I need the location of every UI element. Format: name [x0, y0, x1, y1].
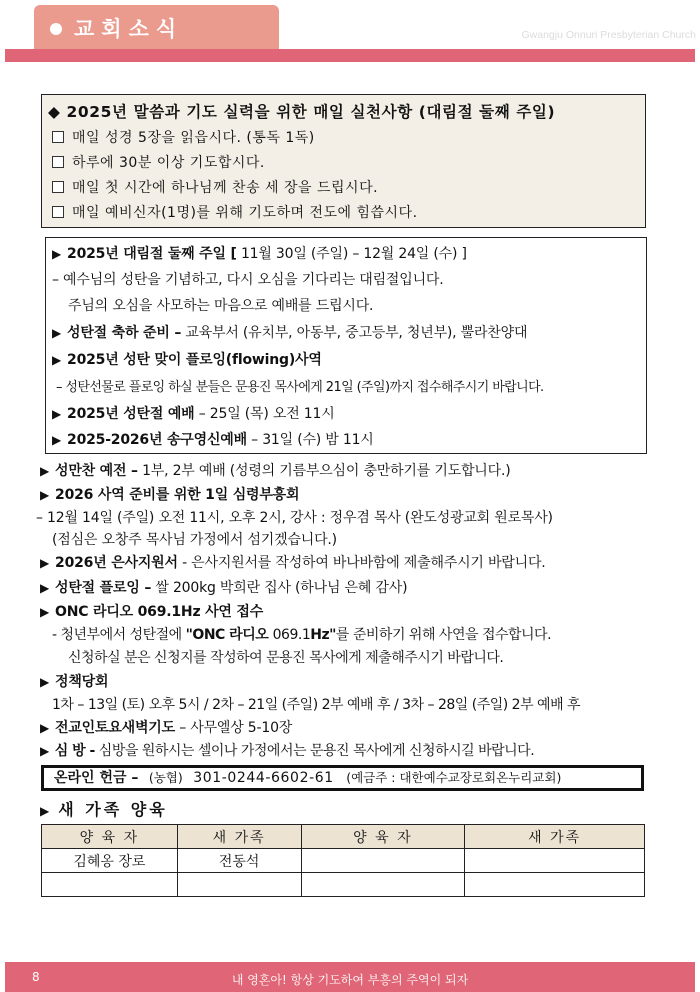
bullet-dot-icon: [50, 23, 62, 35]
table-cell: [301, 849, 465, 873]
table-cell: [465, 873, 645, 897]
practice-item: 매일 예비신자(1명)를 위해 기도하며 전도에 힘씁시다.: [48, 201, 645, 226]
newyear-service: ▶ 2025-2026년 송구영신예배 – 31일 (수) 밤 11시: [52, 432, 374, 448]
policy-meeting-title: ▶ 정책당회: [40, 674, 109, 690]
table-header-row: [42, 825, 645, 849]
flowing-desc: – 성탄선물로 플로잉 하실 분들은 문용진 목사에게 21일 (주일)까지 접수해주시기 바랍니다.: [56, 380, 544, 395]
flowing-title: ▶ 2025년 성탄 맞이 플로잉(flowing)사역: [52, 352, 322, 368]
offering-holder: (예금주 : 대한예수교장로회온누리교회): [346, 770, 562, 785]
policy-meeting-desc: 1차 – 13일 (토) 오후 5시 / 2차 – 21일 (주일) 2부 예배 후 / 3차 – 28일 (주일) 2부 예배 후: [52, 697, 581, 713]
offering-account: 301-0244-6602-61: [193, 770, 334, 786]
new-family-table: [41, 824, 645, 897]
radio-desc-1: - 청년부에서 성탄절에 "ONC 라디오 069.1Hz"를 준비하기 위해 사연을 접수합니다.: [52, 627, 552, 643]
triangle-bullet-icon: ▶: [40, 464, 50, 478]
header-bar: [5, 49, 695, 62]
section-header-tab: [34, 5, 279, 49]
advent-title: ▶ 2025년 대림절 둘째 주일 [ 11월 30일 (주일) – 12월 24일 (수) ]: [52, 246, 467, 262]
table-cell: 김혜옹 장로: [42, 849, 178, 873]
practice-item: 매일 첫 시간에 하나님께 찬송 세 장을 드립시다.: [48, 176, 645, 201]
radio-title: ▶ ONC 라디오 069.1Hz 사연 접수: [40, 604, 264, 620]
column-header: 양 육 자: [301, 825, 465, 849]
footer-bar: [5, 962, 695, 992]
radio-desc-2: 신청하실 분은 신청지를 작성하여 문용진 목사에게 제출해주시기 바랍니다.: [68, 650, 504, 666]
advent-desc-2: 주님의 오심을 사모하는 마음으로 예배를 드립시다.: [68, 298, 374, 314]
column-header: 새 가족: [177, 825, 301, 849]
checkbox-icon[interactable]: [52, 181, 64, 193]
communion-item: ▶ 성만찬 예전 – 1부, 2부 예배 (성령의 기름부으심이 충만하기를 기도합니다.): [40, 463, 511, 479]
christmas-service: ▶ 2025년 성탄절 예배 – 25일 (목) 오전 11시: [52, 406, 335, 422]
offering-bank: (농협): [148, 770, 183, 785]
practice-item: 하루에 30분 이상 기도합시다.: [48, 151, 645, 176]
table-cell: [465, 849, 645, 873]
column-header: 새 가족: [465, 825, 645, 849]
page-number: 8: [32, 970, 40, 984]
revival-desc-1: – 12월 14일 (주일) 오전 11시, 오후 2시, 강사 : 정우겸 목사 (완도성광교회 원로목사): [36, 510, 553, 526]
footer-motto: 내 영혼아! 항상 기도하여 부흥의 주역이 되자: [231, 973, 469, 987]
triangle-bullet-icon: ▶: [52, 433, 62, 447]
practice-item: 매일 성경 5장을 읽읍시다. (통독 1독): [48, 126, 645, 151]
triangle-bullet-icon: ▶: [52, 326, 62, 340]
triangle-bullet-icon: ▶: [40, 605, 50, 619]
triangle-bullet-icon: ▶: [52, 353, 62, 367]
online-offering-box: [41, 765, 644, 791]
triangle-bullet-icon: ▶: [40, 675, 50, 689]
daily-practice-box: [41, 94, 646, 228]
table-cell: [177, 873, 301, 897]
revival-desc-2: (점심은 오창주 목사님 가정에서 섬기겠습니다.): [52, 532, 337, 548]
table-row: [42, 873, 645, 897]
revival-title: ▶ 2026 사역 준비를 위한 1일 심령부흥회: [40, 487, 300, 503]
checkbox-icon[interactable]: [52, 206, 64, 218]
christmas-flowing: ▶ 성탄절 플로잉 – 쌀 200kg 박희란 집사 (하나님 은혜 감사): [40, 580, 408, 596]
table-row: [42, 849, 645, 873]
table-cell: 전동석: [177, 849, 301, 873]
offering-label: 온라인 헌금 –: [54, 770, 139, 786]
checkbox-icon[interactable]: [52, 156, 64, 168]
table-cell: [42, 873, 178, 897]
section-title: 교회소식: [74, 17, 184, 41]
advent-desc-1: – 예수님의 성탄을 기념하고, 다시 오심을 기다리는 대림절입니다.: [52, 272, 444, 288]
triangle-bullet-icon: ▶: [52, 247, 62, 261]
triangle-bullet-icon: ▶: [40, 581, 50, 595]
new-family-heading: ▶ 새 가족 양육: [40, 800, 168, 819]
triangle-bullet-icon: ▶: [40, 556, 50, 570]
dawn-prayer: ▶ 전교인토요새벽기도 – 사무엘상 5-10장: [40, 720, 293, 736]
gift-application: ▶ 2026년 은사지원서 - 은사지원서를 작성하여 바나바함에 제출해주시기 바랍니다.: [40, 555, 546, 571]
triangle-bullet-icon: ▶: [40, 804, 53, 818]
triangle-bullet-icon: ▶: [52, 407, 62, 421]
triangle-bullet-icon: ▶: [40, 744, 49, 758]
checkbox-icon[interactable]: [52, 131, 64, 143]
visitation: ▶ 심 방 - 심방을 원하시는 셀이나 가정에서는 문용진 목사에게 신청하시길 바랍니다.: [40, 743, 535, 759]
church-name: Gwangju Onnuri Presbyterian Church: [521, 29, 696, 41]
christmas-prep: ▶ 성탄절 축하 준비 – 교육부서 (유치부, 아동부, 중고등부, 청년부), 뿔라찬양대: [52, 325, 528, 341]
table-cell: [301, 873, 465, 897]
triangle-bullet-icon: ▶: [40, 721, 50, 735]
triangle-bullet-icon: ▶: [40, 488, 50, 502]
practice-heading: ◆ 2025년 말씀과 기도 실력을 위한 매일 실천사항 (대림절 둘째 주일): [48, 103, 556, 121]
column-header: 양 육 자: [42, 825, 178, 849]
